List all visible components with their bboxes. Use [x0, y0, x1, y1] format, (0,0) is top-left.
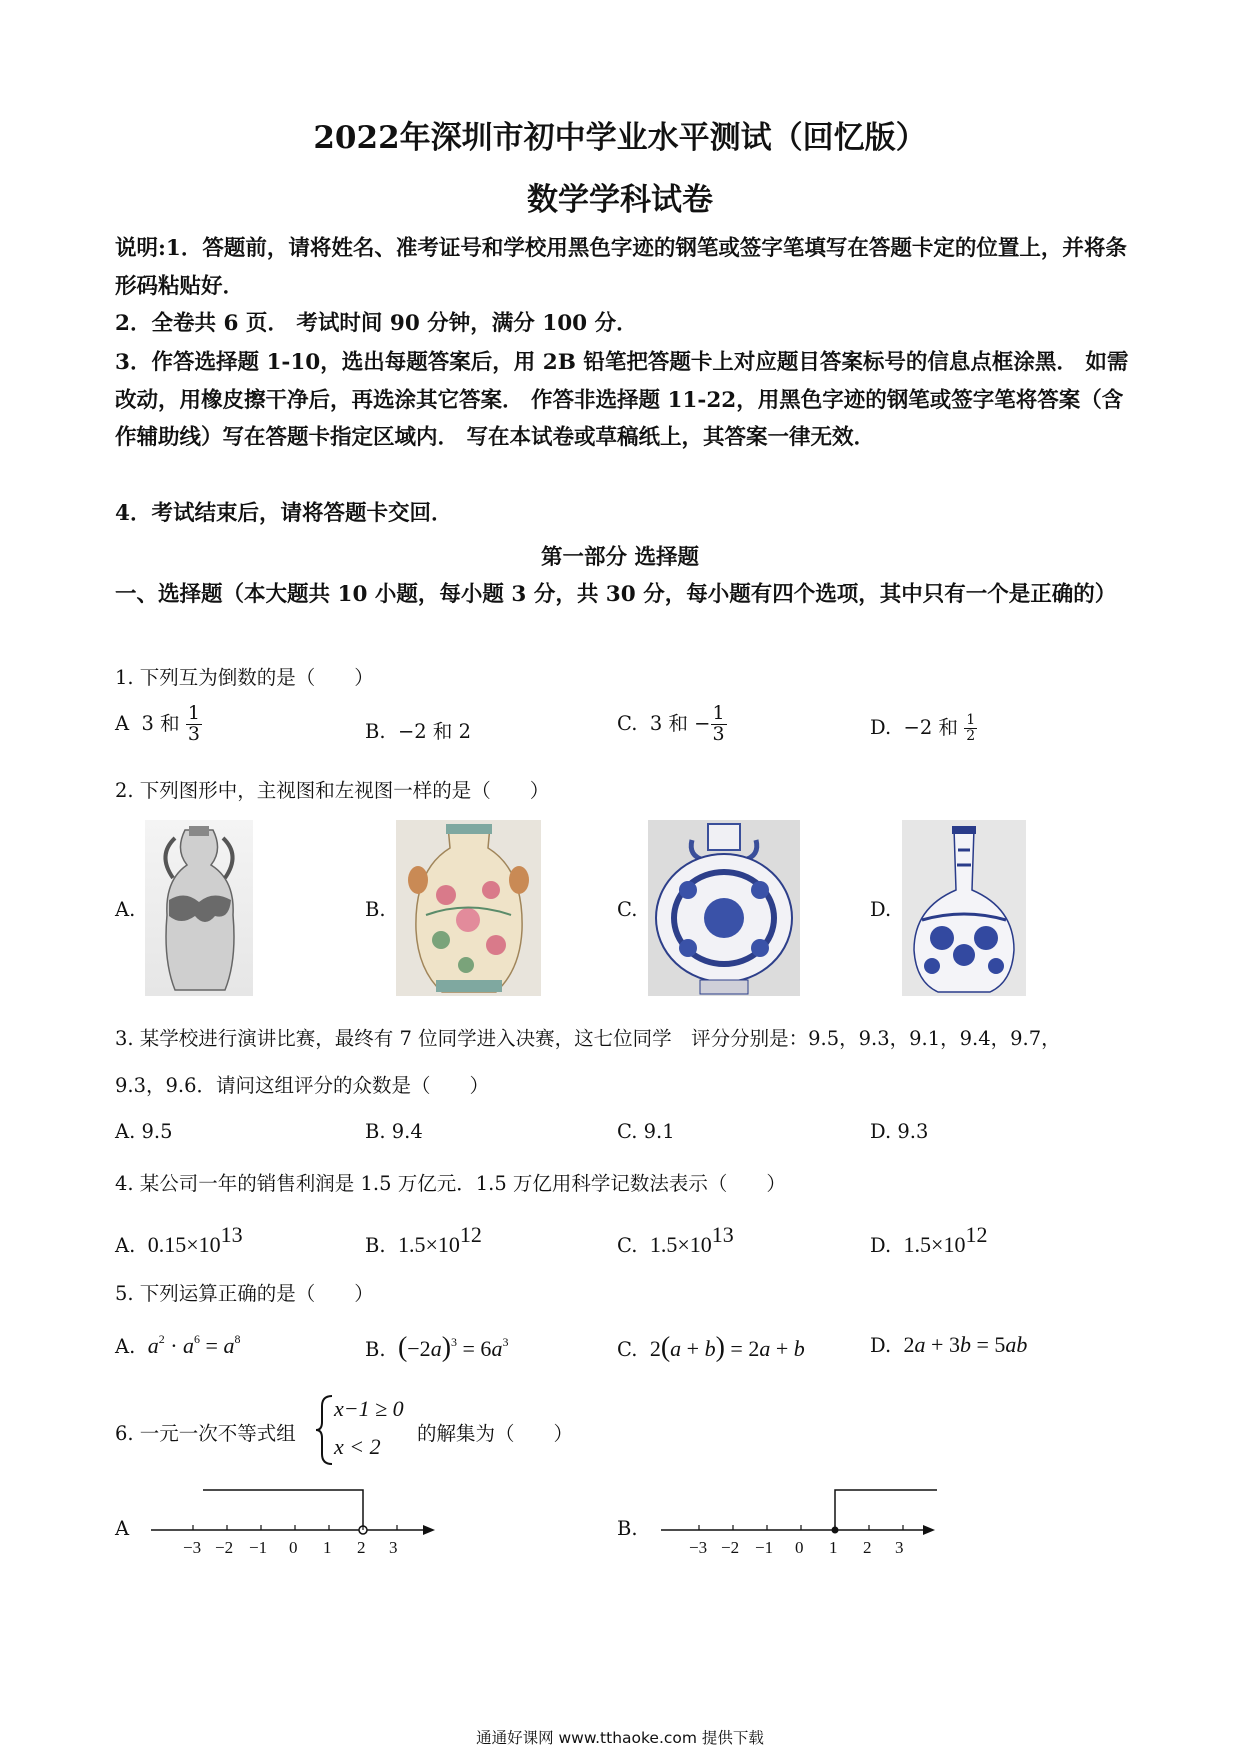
question-4-stem: 4. 某公司一年的销售利润是 1.5 万亿元．1.5 万亿用科学记数法表示（ ）	[115, 1172, 786, 1195]
question-3-stem-line2: 9.3，9.6．请问这组评分的众数是（ ）	[115, 1074, 490, 1097]
q4-option-a: A. $0.15\times 10^{13}$	[115, 1222, 243, 1257]
tick-label: −3	[183, 1538, 202, 1557]
tick-label: 1	[323, 1538, 332, 1557]
brace-icon	[312, 1392, 336, 1468]
tick-label: −3	[689, 1538, 708, 1557]
q3-option-d: D. 9.3	[870, 1120, 929, 1143]
q5-option-c: C. 2(a + b) = 2a + b	[617, 1332, 805, 1363]
tick-label: 0	[795, 1538, 804, 1557]
exam-subtitle: 数学学科试卷	[527, 182, 713, 218]
tick-label: −2	[721, 1538, 740, 1557]
exam-title: 2022年深圳市初中学业水平测试（回忆版）	[313, 120, 927, 156]
number-line-a-labels	[145, 1538, 445, 1560]
q6-option-a-label: A	[115, 1517, 130, 1540]
tick-label: −2	[215, 1538, 234, 1557]
vase-a-image	[145, 820, 253, 996]
q3-option-b: B. 9.4	[365, 1120, 423, 1143]
q4-option-c: C. $1.5\times 10^{13}$	[617, 1222, 734, 1257]
inequality-2: x < 2	[334, 1434, 381, 1459]
q5-option-d: D. 2a + 3b = 5ab	[870, 1332, 1028, 1357]
tick-label: 3	[895, 1538, 904, 1557]
q2-option-c-label: C.	[617, 898, 638, 921]
tick-label: 2	[357, 1538, 366, 1557]
q3-option-a: A. 9.5	[115, 1120, 173, 1143]
q2-option-d-label: D.	[870, 898, 892, 921]
q3-option-c: C. 9.1	[617, 1120, 675, 1143]
section-heading: 一、选择题（本大题共 10 小题，每小题 3 分，共 30 分，每小题有四个选项，其中只有一个是正确的）	[115, 582, 1117, 607]
tick-label: 0	[289, 1538, 298, 1557]
q6-option-b-label: B.	[617, 1517, 638, 1540]
q1-option-b: B. −2 和 2	[365, 720, 471, 743]
question-6-stem-prefix: 6. 一元一次不等式组	[115, 1422, 296, 1445]
tick-label: 2	[863, 1538, 872, 1557]
question-1-stem: 1. 下列互为倒数的是（ ）	[115, 666, 374, 689]
number-line-b-labels	[655, 1538, 945, 1560]
footer-credit: 通通好课网 www.tthaoke.com 提供下载	[476, 1729, 764, 1747]
question-6-stem-suffix: 的解集为（ ）	[417, 1422, 574, 1445]
q4-option-d: D. $1.5\times 10^{12}$	[870, 1222, 988, 1257]
question-3-stem-line1: 3. 某学校进行演讲比赛，最终有 7 位同学进入决赛，这七位同学 评分分别是：9.5，9.3，9.1，9.4，9.7，	[115, 1027, 1061, 1050]
vase-c-image	[648, 820, 800, 996]
vase-b-image	[396, 820, 541, 996]
tick-label: 3	[389, 1538, 398, 1557]
q1-option-c: C. 3 和 − $\frac{1}{3}$	[617, 702, 725, 745]
question-5-stem: 5. 下列运算正确的是（ ）	[115, 1282, 374, 1305]
instruction-3: 3．作答选择题 1-10，选出每题答案后，用 2B 铅笔把答题卡上对应题目答案标号的信息点框涂黑． 如需改动，用橡皮擦干净后，再选涂其它答案． 作答非选择题 11-22，用黑色字迹的钢笔或签字笔将答案（含作辅助线）写在答题卡指定区域内． 写在本试卷或草稿纸上，其答案一律无效．	[115, 350, 1129, 450]
part-heading: 第一部分 选择题	[541, 545, 699, 570]
q5-option-b: B. $(-2a)^3 = 6a^3$	[365, 1332, 509, 1363]
fraction: $\frac{1}{2}$	[966, 712, 976, 744]
q4-option-b: B. $1.5\times 10^{12}$	[365, 1222, 482, 1257]
q1-option-d: D. −2 和 $\frac{1}{2}$	[870, 712, 976, 744]
fraction: $\frac{1}{3}$	[712, 702, 725, 745]
tick-label: −1	[249, 1538, 268, 1557]
q2-option-a-label: A.	[115, 898, 136, 921]
fraction: $\frac{1}{3}$	[187, 702, 200, 745]
q2-option-b-label: B.	[365, 898, 386, 921]
q5-option-a: A. $a^2 \cdot a^6 = a^8$	[115, 1332, 241, 1358]
instruction-2: 2．全卷共 6 页． 考试时间 90 分钟，满分 100 分．	[115, 311, 638, 336]
q1-option-a: A 3 和 $\frac{1}{3}$	[115, 702, 200, 745]
vase-d-image	[902, 820, 1026, 996]
tick-label: 1	[829, 1538, 838, 1557]
tick-label: −1	[755, 1538, 774, 1557]
instruction-4: 4．考试结束后，请将答题卡交回．	[115, 501, 453, 526]
inequality-1: x−1 ≥ 0	[334, 1396, 404, 1421]
instruction-1: 说明:1．答题前，请将姓名、准考证号和学校用黑色字迹的钢笔或签字笔填写在答题卡定的位置上，并将条形码粘贴好．	[115, 236, 1127, 299]
question-2-stem: 2. 下列图形中，主视图和左视图一样的是（ ）	[115, 779, 550, 802]
